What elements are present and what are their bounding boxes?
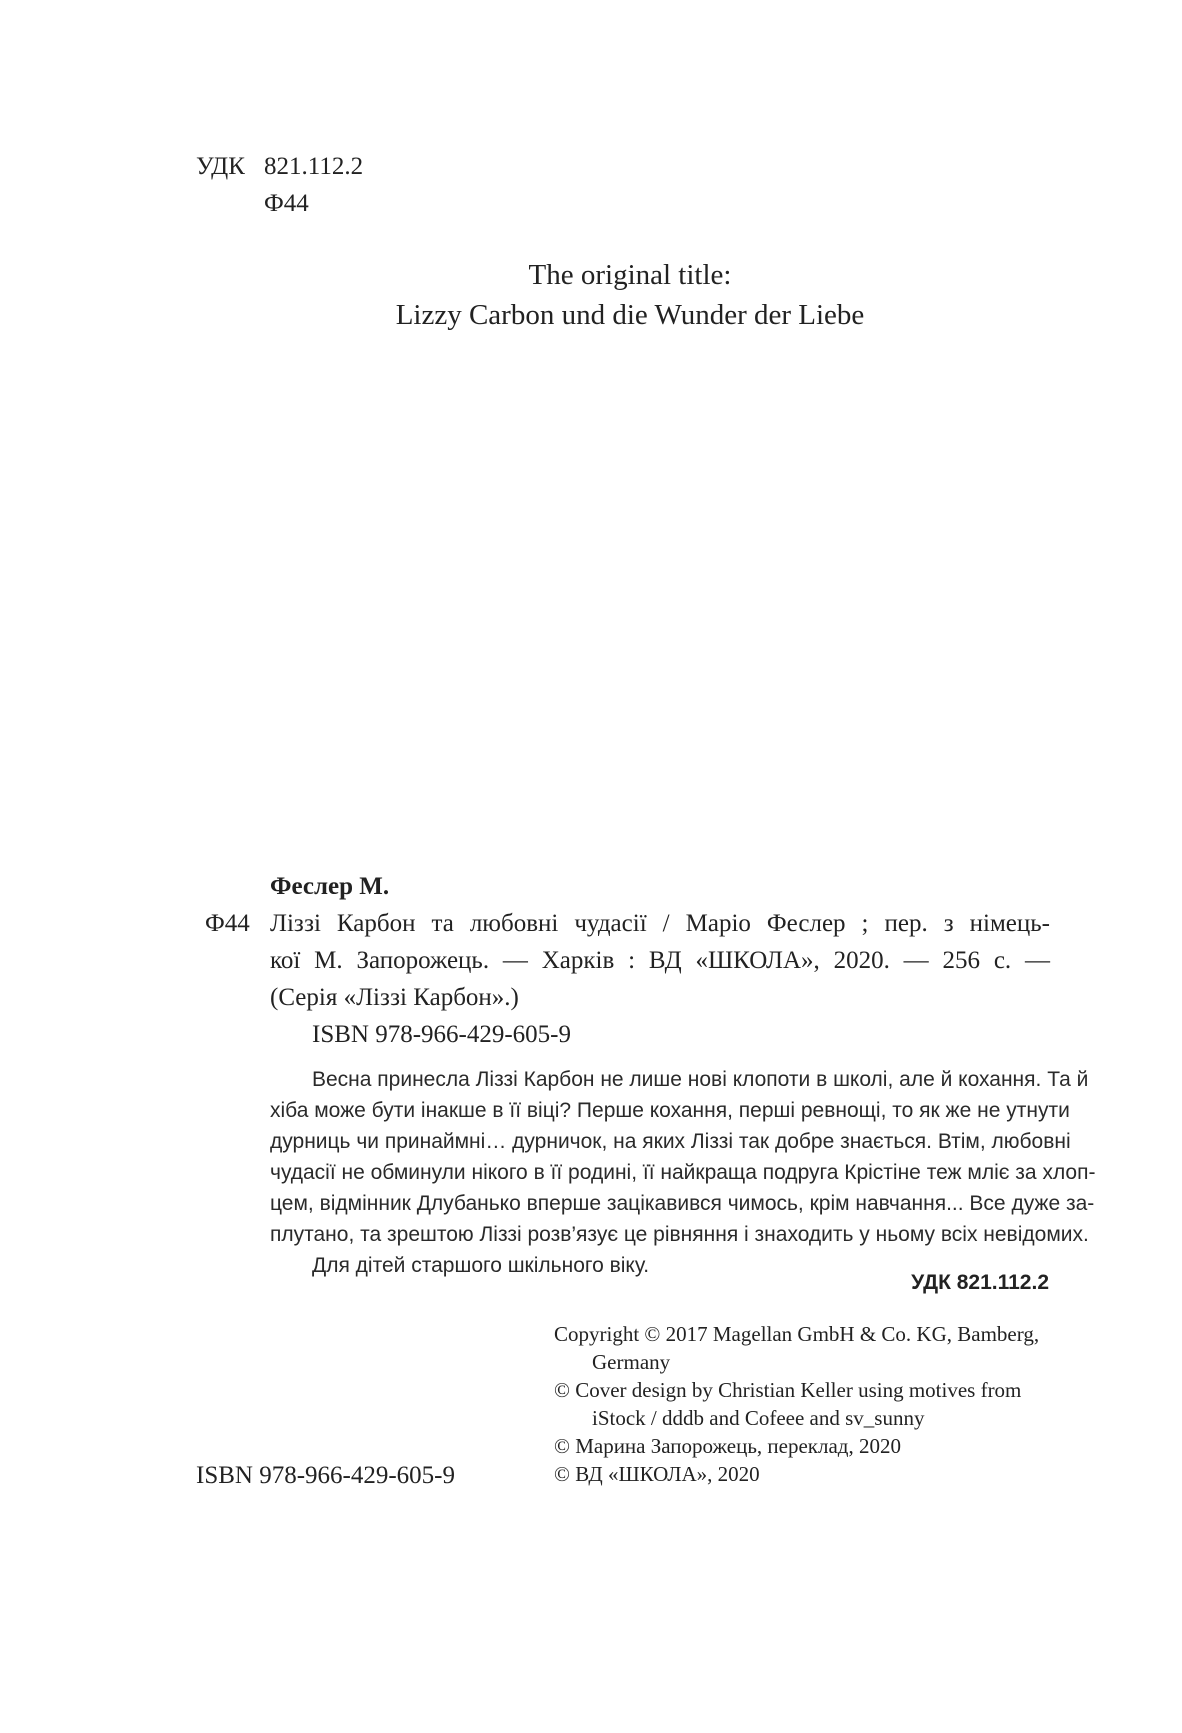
udk-index: Ф44 (264, 190, 309, 217)
catalog-index: Ф44 (205, 910, 250, 937)
annotation-line: цем, відмінник Длубанько вперше зацікавився чимось, крім навчання... Все дуже за- (270, 1192, 1095, 1215)
copyright-line: Germany (592, 1350, 671, 1374)
udk-bold: УДК 821.112.2 (911, 1271, 1049, 1294)
udk-code: 821.112.2 (264, 153, 364, 180)
catalog-isbn: ISBN 978-966-429-605-9 (312, 1021, 572, 1048)
annotation-line: плутано, та зрештою Ліззі розв’язує це рівняння і знаходить у ньому всіх невідомих. (270, 1223, 1089, 1246)
annotation-line: чудасії не обминули нікого в її родині, її найкраща подруга Крістіне теж мліє за хлоп- (270, 1161, 1096, 1184)
original-title-block (280, 255, 980, 335)
annotation-line: дурниць чи принаймні… дурничок, на яких Ліззі так добре знається. Втім, любовні (270, 1130, 1071, 1153)
original-title-label: The original title: (528, 259, 732, 291)
original-title-value: Lizzy Carbon und die Wunder der Liebe (395, 299, 865, 331)
annotation-line: Для дітей старшого шкільного віку. (312, 1254, 650, 1277)
annotation-line: хіба може бути інакше в її віці? Перше кохання, перші ревнощі, то як же не утнути (270, 1099, 1070, 1122)
udk-header (196, 148, 363, 222)
catalog-line-1: Ліззі Карбон та любовні чудасії / Маріо Феслер ; пер. з німець- (270, 910, 1050, 937)
copyright-line: Copyright © 2017 Magellan GmbH & Co. KG, Bamberg, (554, 1322, 1040, 1346)
isbn-bottom: ISBN 978-966-429-605-9 (196, 1462, 456, 1489)
copyright-line: iStock / dddb and Cofeee and sv_sunny (592, 1406, 925, 1430)
catalog-record (270, 868, 1050, 1053)
catalog-line-3: (Серія «Ліззі Карбон».) (270, 984, 519, 1011)
catalog-author: Феслер М. (270, 873, 390, 900)
annotation-line: Весна принесла Ліззі Карбон не лише нові клопоти в школі, але й кохання. Та й (312, 1068, 1089, 1091)
copyright-block (554, 1320, 1074, 1488)
annotation (270, 1064, 1096, 1281)
udk-row (196, 148, 363, 185)
copyright-line: © Cover design by Christian Keller using motives from (554, 1378, 1022, 1402)
copyright-line: © Марина Запорожець, переклад, 2020 (554, 1434, 901, 1458)
udk-label: УДК (196, 153, 245, 180)
copyright-line: © ВД «ШКОЛА», 2020 (554, 1462, 760, 1486)
catalog-line-2: кої М. Запорожець. — Харків : ВД «ШКОЛА», 2020. — 256 с. — (270, 947, 1050, 974)
